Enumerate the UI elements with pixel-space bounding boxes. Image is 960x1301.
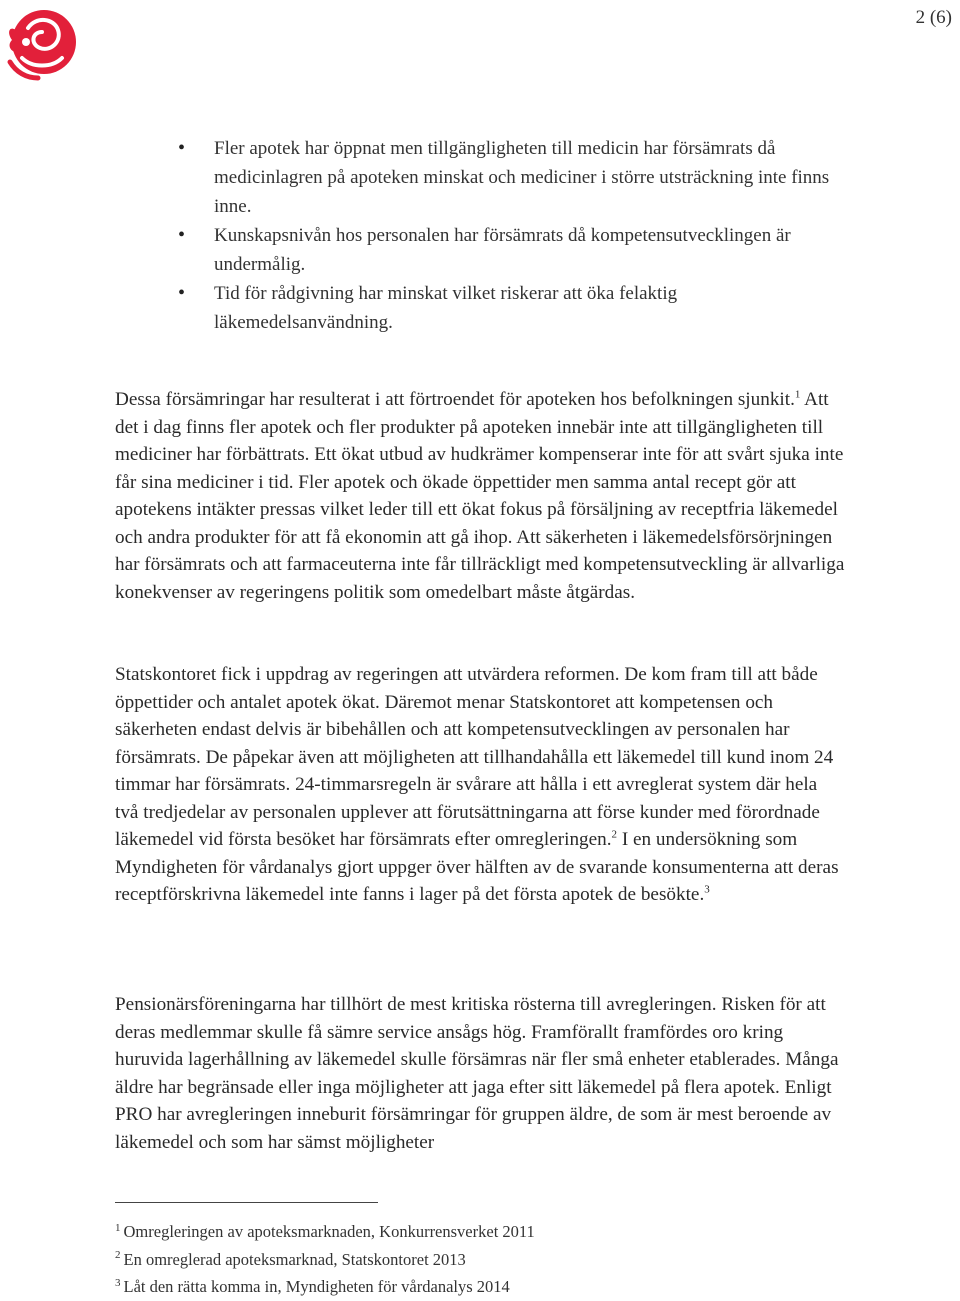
footnote-list	[115, 1218, 535, 1301]
bullet-list	[178, 134, 858, 337]
paragraph-text: Statskontoret fick i uppdrag av regeringen att utvärdera reformen. De kom fram till att både öppettider och antalet apotek ökat. Däremot menar Statskontoret att kompetensen och säkerheten endast delvis är bibehållen och att kompetensutvecklingen av personalen har försämrats. De påpekar även att möjligheten att tillhandahålla ett läkemedel till kund inom 24 timmar har försämrats. 24-timmarsregeln är svårare att hålla i ett avreglerat system där hela två tredjedelar av personalen upplever att förutsättningarna att förse kunder med förordnade läkemedel vid första besöket har försämrats efter omregleringen.	[115, 664, 834, 850]
footnote-divider	[115, 1202, 378, 1203]
footnote-ref[interactable]: 3	[704, 883, 710, 896]
footnote-mark: 2	[115, 1249, 121, 1261]
footnote-text: En omreglerad apoteksmarknad, Statskontoret 2013	[123, 1249, 466, 1269]
paragraph-trust	[115, 386, 845, 606]
bullet-item: • Kunskapsnivån hos personalen har försämrats då kompetensutvecklingen är undermålig.	[178, 221, 858, 279]
footnote-mark: 3	[115, 1276, 121, 1289]
footnote-item	[115, 1246, 535, 1274]
paragraph-statskontoret	[115, 661, 845, 909]
footnote-item	[115, 1273, 535, 1301]
footnote-mark: 1	[115, 1221, 121, 1234]
footnote-item	[115, 1218, 535, 1246]
footnote-text: Låt den rätta komma in, Myndigheten för vårdanalys 2014	[123, 1277, 510, 1296]
paragraph-pensioners: Pensionärsföreningarna har tillhört de mest kritiska rösterna till avregleringen. Risken för att deras medlemmar skulle få sämre service ansågs hög. Framförallt framfördes oro kring huruvida lagerhållning av läkemedel skulle försämras när fler små enheter etablerades. Många äldre har begränsade eller inga möjligheter att jaga efter sitt läkemedel på flera apotek. Enligt PRO har avregleringen inneburit försämringar för gruppen äldre, de som är mest beroende av läkemedel och som har sämst möjligheter	[115, 994, 839, 1153]
paragraph-text: Dessa försämringar har resulterat i att förtroendet för apoteken hos befolkningen sjunkit.	[115, 389, 795, 410]
rose-logo-icon	[2, 2, 80, 82]
bullet-item: • Fler apotek har öppnat men tillgängligheten till medicin har försämrats då medicinlagren på apoteken minskat och mediciner i större utsträckning inte finns inne.	[178, 134, 858, 221]
footnote-text: Omregleringen av apoteksmarknaden, Konkurrensverket 2011	[123, 1222, 535, 1241]
paragraph-text: I en undersökning som Myndigheten för vårdanalys gjort uppger över hälften av de svarande konsumenterna att deras receptförskrivna läkemedel inte fanns i lager på det första apotek de besökte.	[115, 829, 839, 905]
footnote-ref[interactable]: 2	[611, 828, 618, 841]
bullet-item: • Tid för rådgivning har minskat vilket riskerar att öka felaktig läkemedelsanvändning.	[178, 279, 858, 337]
paragraph-text: Att det i dag finns fler apotek och fler produkter på apoteken innebär inte att tillgängligheten till mediciner har förbättrats. Ett ökat utbud av hudkrämer kompenserar inte för att svårt sjuka inte får sina mediciner i tid. Fler apotek och ökade öppettider men samma antal recept gör att apotekens intäkter pressas vilket leder till ett ökat fokus på försäljning av receptfria läkemedel och andra produkter för att få ekonomin att gå ihop. Att säkerheten i läkemedelsförsörjningen har försämrats och att farmaceuterna inte får tillräckligt med kompetensutveckling är allvarliga konekvenser av regeringens politik som omedelbart måste åtgärdas.	[115, 389, 845, 603]
footnote-ref[interactable]: 1	[794, 388, 801, 401]
page-number: 2 (6)	[915, 7, 952, 28]
